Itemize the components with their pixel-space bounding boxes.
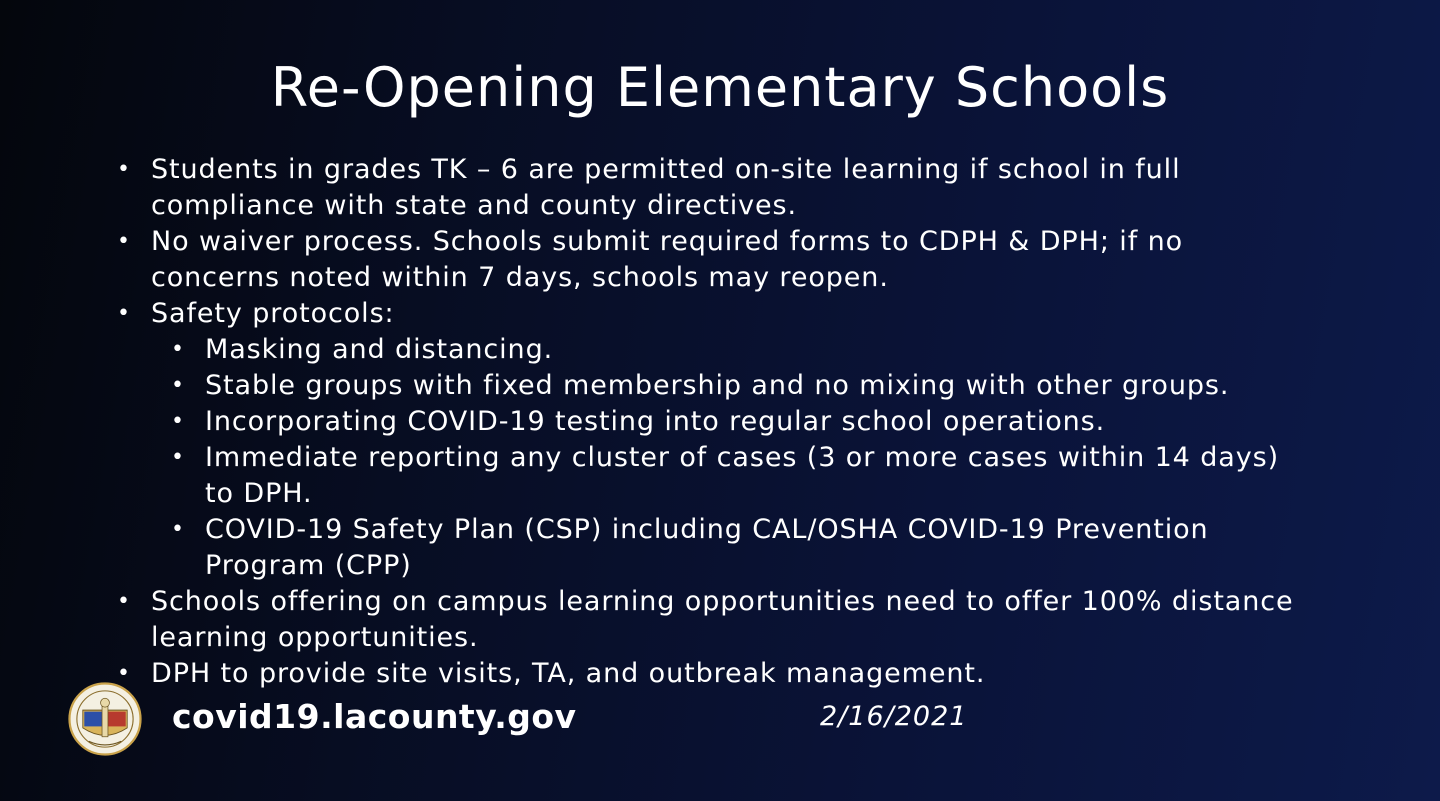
slide-title: Re-Opening Elementary Schools: [270, 56, 1170, 119]
bullet-item: • Schools offering on campus learning opportunities need to offer 100% distance learning opportunities.: [115, 584, 1315, 656]
sub-bullet-item: • COVID-19 Safety Plan (CSP) including CAL/OSHA COVID-19 Prevention Program (CPP): [115, 512, 1315, 584]
sub-bullet-item: • Stable groups with fixed membership and no mixing with other groups.: [115, 368, 1315, 404]
bullet-list: [115, 152, 1315, 692]
bullet-item: • Safety protocols:: [115, 296, 1315, 332]
footer-url: covid19.lacounty.gov: [172, 697, 577, 736]
sub-bullet-item: • Incorporating COVID-19 testing into regular school operations.: [115, 404, 1315, 440]
county-seal-icon: [68, 682, 142, 756]
bullet-item: • DPH to provide site visits, TA, and outbreak management.: [115, 656, 1315, 692]
bullet-item: • Students in grades TK – 6 are permitted on-site learning if school in full compliance with state and county directives.: [115, 152, 1315, 224]
bullet-item: • No waiver process. Schools submit required forms to CDPH & DPH; if no concerns noted within 7 days, schools may reopen.: [115, 224, 1315, 296]
sub-bullet-item: • Immediate reporting any cluster of cases (3 or more cases within 14 days) to DPH.: [115, 440, 1315, 512]
footer-date: 2/16/2021: [820, 701, 968, 732]
sub-bullet-item: • Masking and distancing.: [115, 332, 1315, 368]
